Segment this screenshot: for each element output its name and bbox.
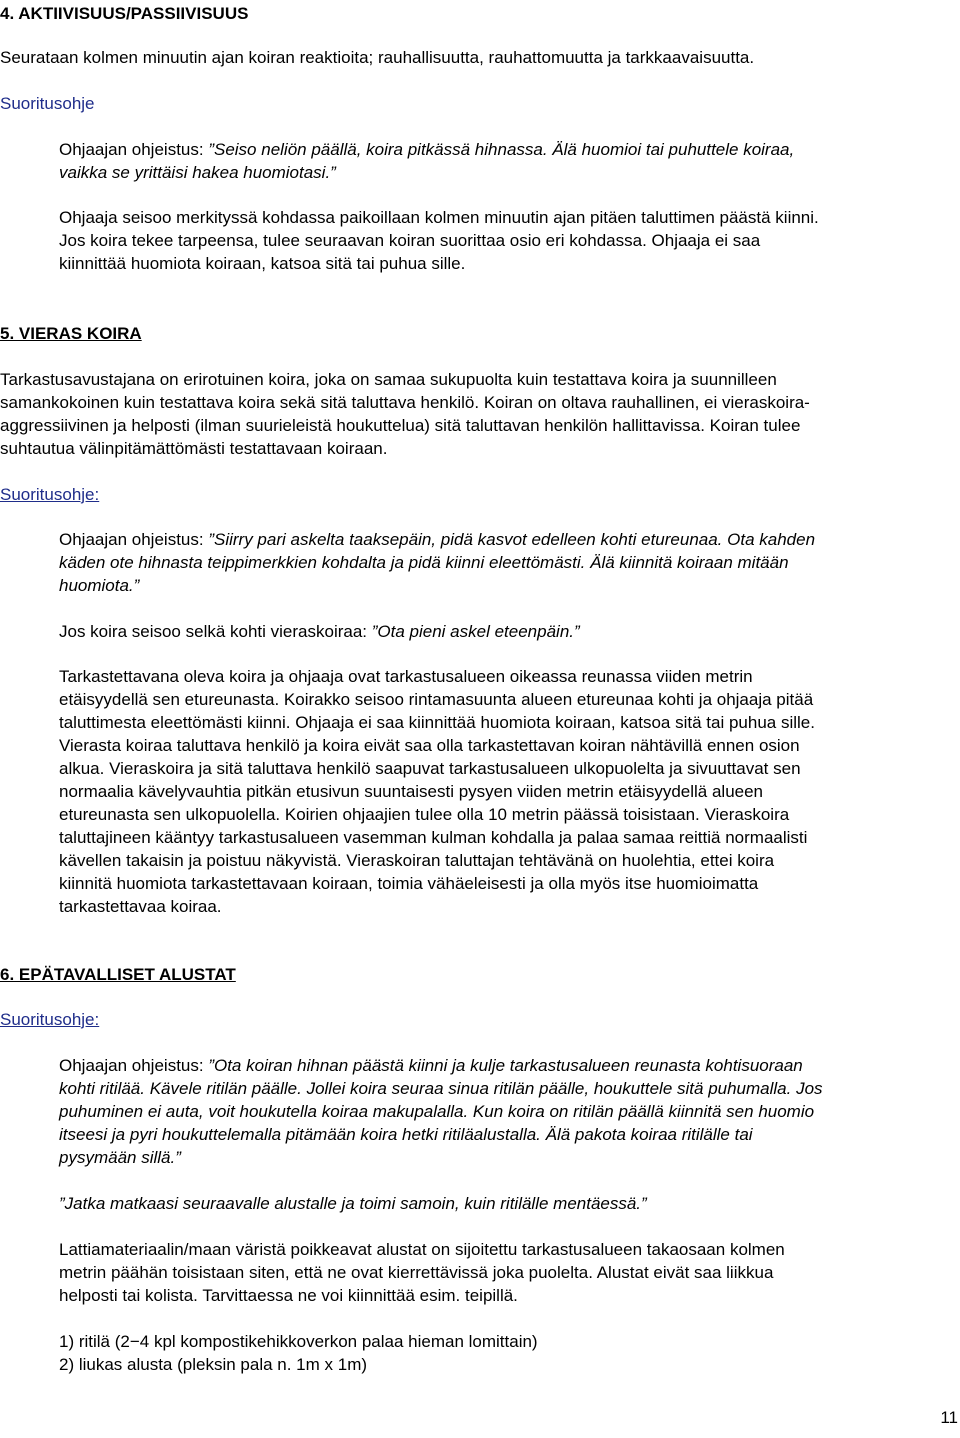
section-6-list: 1) ritilä (2−4 kpl kompostikehikkoverkon palaa hieman lomittain) 2) liukas alusta (pleksin pala n. 1m x 1m) [59, 1332, 538, 1374]
instruction-label: Ohjaajan ohjeistus: [59, 1056, 209, 1075]
instruction-label: Ohjaajan ohjeistus: [59, 140, 209, 159]
section-5-heading: 5. VIERAS KOIRA [0, 324, 142, 343]
section-6-instruction [59, 1054, 823, 1169]
instruction-quote: ”Seiso neliön päällä, koira pitkässä hihnassa. Älä huomioi tai puhuttele koiraa, vaikka se yrittäisi hakea huomiotasi.” [59, 140, 795, 182]
section-6-paragraph: Lattiamateriaalin/maan väristä poikkeavat alustat on sijoitettu tarkastusalueen takaosaan kolmen metrin päähän toisistaan siten, että ne ovat kierrettävissä joka puolelta. Alustat eivät saa liikkua helposti tai kolista. Tarvittaessa ne voi kiinnittää esim. teipillä. [59, 1240, 785, 1305]
section-6-subheading: Suoritusohje: [0, 1010, 100, 1029]
section-4-intro: Seurataan kolmen minuutin ajan koiran reaktioita; rauhallisuutta, rauhattomuutta ja tarkkaavaisuutta. [0, 48, 755, 67]
page-number: 11 [940, 1408, 958, 1427]
section-6-quote: ”Jatka matkaasi seuraavalle alustalle ja toimi samoin, kuin ritilälle mentäessä.” [59, 1194, 647, 1213]
section-4-instruction [59, 138, 794, 184]
section-4-paragraph: Ohjaaja seisoo merkityssä kohdassa paikoillaan kolmen minuutin ajan pitäen taluttimen päästä kiinni. Jos koira tekee tarpeensa, tulee seuraavan koiran suorittaa osio eri kohdassa. Ohjaaja ei saa kiinnittää huomiota koiraan, katsoa sitä tai puhua sille. [59, 208, 819, 273]
instruction-quote: ”Ota koiran hihnan päästä kiinni ja kulje tarkastusalueen reunasta kohtisuoraan kohti ritilää. Kävele ritilän päälle. Jollei koira seuraa sinua ritilän päälle, houkuttele sitä puhumalla. Jos puhuminen ei auta, voit houkutella koiraa makupalalla. Kun koira on ritilän päällä kiinnitä sen huomio itseesi ja pyri houkuttelemalla pitämään koira hetki ritiläalustalla. Älä pakota koiraa ritilälle tai pysymään sillä.” [59, 1056, 823, 1167]
instruction-quote: ”Siirry pari askelta taaksepäin, pidä kasvot edelleen kohti etureunaa. Ota kahden käden ote hihnasta teippimerkkien kohdalta ja pidä kiinni eleettömästi. Älä kiinnitä koiraan mitään huomiota.” [59, 530, 816, 595]
instruction-label: Ohjaajan ohjeistus: [59, 530, 209, 549]
section-5-condition [59, 620, 580, 643]
condition-quote: ”Ota pieni askel eteenpäin.” [371, 622, 580, 641]
section-5-description: Tarkastusavustajana on erirotuinen koira, joka on samaa sukupuolta kuin testattava koira ja suunnilleen samankokoinen kuin testattava koira sekä sitä taluttava henkilö. Koiran on oltava rauhallinen, ei vieraskoira- aggressiivinen ja helposti (ilman suurieleistä houkuttelua) sitä taluttavan henkilön hallittavissa. Koiran tulee suhtautua välinpitämättömästi testattavaan koiraan. [0, 370, 810, 458]
condition-label: Jos koira seisoo selkä kohti vieraskoiraa: [59, 622, 372, 641]
section-5-paragraph: Tarkastettavana oleva koira ja ohjaaja ovat tarkastusalueen oikeassa reunassa viiden metrin etäisyydellä sen etureunasta. Koirakko seisoo rintamasuunta alueen etureunaa kohti ja ohjaaja pitää taluttimesta eleettömästi kiinni. Ohjaaja ei saa kiinnittää huomiota koiraan, katsoa sitä tai puhua sille. Vierasta koiraa taluttava henkilö ja koira eivät saa olla tarkastettavan koiran nähtävillä ennen osion alkua. Vieraskoira ja sitä taluttava henkilö saapuvat tarkastusalueen ulkopuolelta ja sivuuttavat sen normaalia kävelyvauhtia pitkän etusivun suuntaisesti pysyen viiden metrin etäisyydellä alueen etureunasta sen ulkopuolella. Koirien ohjaajien tulee olla 10 metrin päässä toisistaan. Vieraskoira taluttajineen kääntyy tarkastusalueen vasemman kulman kohdalla ja palaa samaa reittiä normaalisti kävellen takaisin ja poistuu näkyvistä. Vieraskoiran taluttajan tehtävänä on huolehtia, ettei koira kiinnitä huomiota tarkastettavaan koiraan, toimia vähäeleisesti ja olla myös itse huomioimatta tarkastettavaa koiraa. [59, 667, 815, 916]
section-4-heading: 4. AKTIIVISUUS/PASSIIVISUUS [0, 4, 249, 23]
section-5-instruction [59, 528, 815, 597]
section-4-subheading: Suoritusohje [0, 94, 95, 113]
section-6-heading: 6. EPÄTAVALLISET ALUSTAT [0, 965, 236, 984]
section-5-subheading: Suoritusohje: [0, 485, 100, 504]
